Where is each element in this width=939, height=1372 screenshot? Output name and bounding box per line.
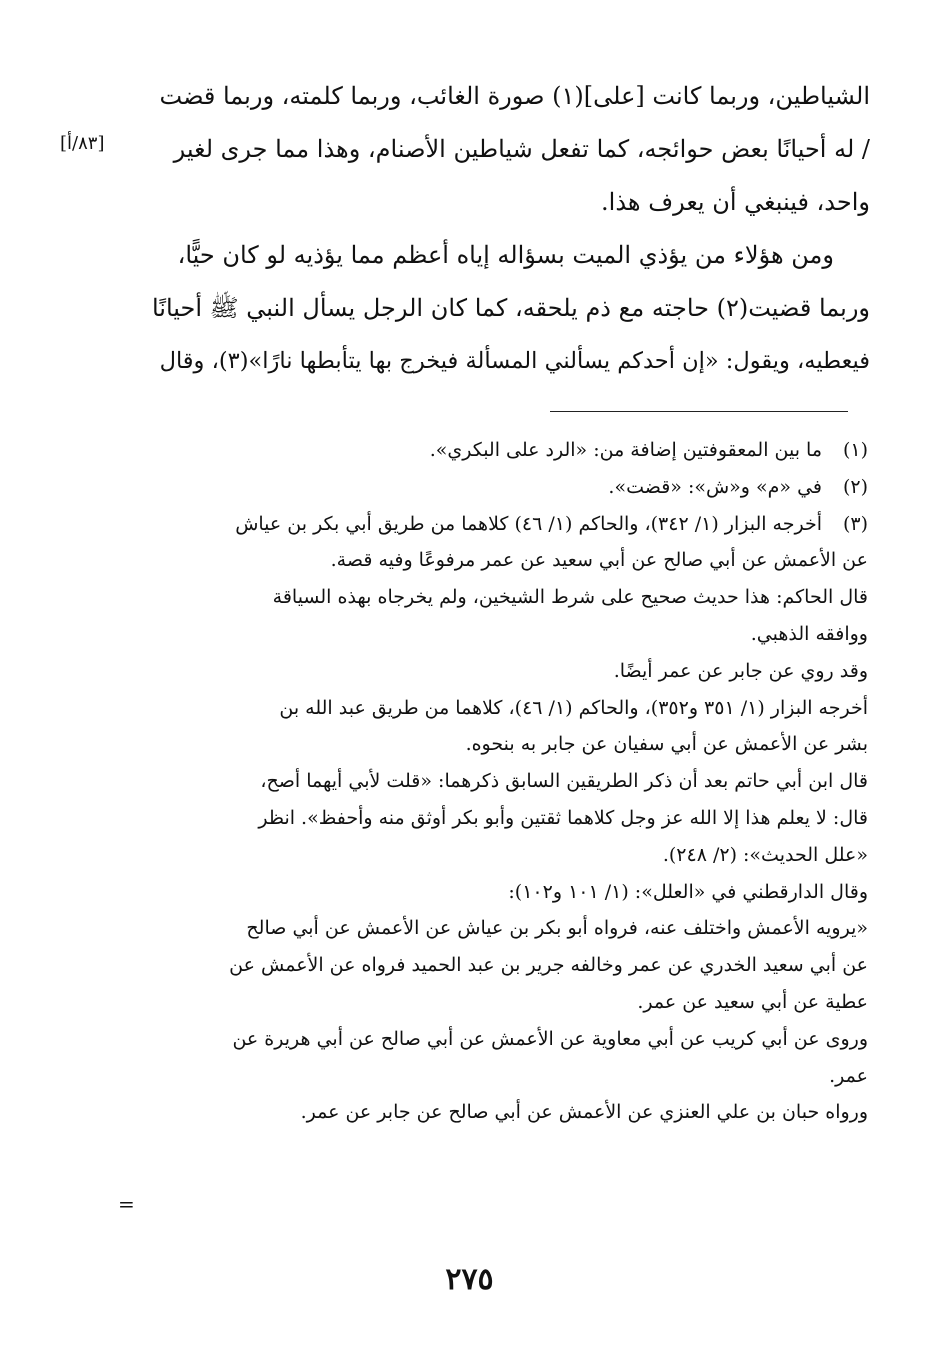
footnote-2	[148, 469, 868, 506]
footnote-line	[148, 1058, 868, 1095]
footnote-text: عطية عن أبي سعيد عن عمر.	[637, 990, 868, 1013]
footnote-text: «علل الحديث»: (٢/ ٢٤٨).	[662, 843, 868, 866]
footnote-line	[148, 653, 868, 690]
footnote-line	[148, 616, 868, 653]
footnote-line	[148, 763, 868, 800]
footnote-separator	[550, 411, 848, 412]
footnotes	[148, 432, 868, 1131]
footnote-text: أخرجه البزار (١/ ٣٤٢)، والحاكم (١/ ٤٦) كلاهما من طريق أبي بكر بن عياش	[235, 512, 822, 535]
footnote-text: وقال الدارقطني في «العلل»: (١/ ١٠١ و١٠٢):	[508, 880, 868, 903]
footnote-text: عن أبي سعيد الخدري عن عمر وخالفه جرير بن عبد الحميد فرواه عن الأعمش عن	[229, 954, 868, 977]
footnote-line	[148, 874, 868, 911]
main-text	[150, 70, 870, 388]
manuscript-folio-ref: [٨٣/أ]	[60, 133, 105, 154]
footnote-number: (٣)	[842, 512, 868, 535]
footnote-text: ورواه حبان بن علي العنزي عن الأعمش عن أبي صالح عن جابر عن عمر.	[300, 1101, 868, 1124]
footnote-line	[148, 800, 868, 837]
footnote-text: ووافقه الذهبي.	[750, 622, 868, 645]
continuation-mark: =	[118, 1192, 135, 1216]
main-line: واحد، فينبغي أن يعرف هذا.	[601, 188, 870, 216]
footnote-3	[148, 506, 868, 543]
footnote-line	[148, 542, 868, 579]
footnote-line	[148, 910, 868, 947]
footnote-text: «يرويه الأعمش واختلف عنه، فرواه أبو بكر بن عياش عن الأعمش عن أبي صالح	[246, 917, 868, 940]
footnote-text: في «م» و«ش»: «قضت».	[608, 475, 822, 498]
main-line: الشياطين، وربما كانت [على](١) صورة الغائب، وربما كلمته، وربما قضت	[159, 82, 870, 110]
footnote-text: وروى عن أبي كريب عن أبي معاوية عن الأعمش عن أبي صالح عن أبي هريرة عن	[232, 1027, 868, 1050]
footnote-text: قال: لا يعلم هذا إلا الله عز وجل كلاهما ثقتين وأبو بكر أوثق منه وأحفظ». انظر	[258, 806, 868, 829]
footnote-1	[148, 432, 868, 469]
footnote-line	[148, 1021, 868, 1058]
footnote-line	[148, 947, 868, 984]
footnote-line	[148, 726, 868, 763]
footnote-text: بشر عن الأعمش عن أبي سفيان عن جابر به بنحوه.	[465, 733, 868, 756]
footnote-line	[148, 690, 868, 727]
footnote-text: قال ابن أبي حاتم بعد أن ذكر الطريقين السابق ذكرهما: «قلت لأبي أيهما أصح،	[260, 770, 868, 793]
footnote-text: وقد روي عن جابر عن عمر أيضًا.	[613, 659, 868, 682]
footnote-line	[148, 579, 868, 616]
main-line: / له أحيانًا بعض حوائجه، كما تفعل شياطين الأصنام، وهذا مما جرى لغير	[173, 135, 870, 163]
footnote-text: ما بين المعقوفتين إضافة من: «الرد على البكري».	[429, 439, 822, 461]
footnote-text: أخرجه البزار (١/ ٣٥١ و٣٥٢)، والحاكم (١/ ٤٦)، كلاهما من طريق عبد الله بن	[279, 696, 868, 719]
footnote-text: قال الحاكم: هذا حديث صحيح على شرط الشيخين، ولم يخرجاه بهذه السياقة	[272, 586, 868, 609]
main-line: ومن هؤلاء من يؤذي الميت بسؤاله إياه أعظم مما يؤذيه لو كان حيًّا،	[177, 241, 834, 269]
footnote-line	[148, 1094, 868, 1131]
main-line: فيعطيه، ويقول: «إن أحدكم يسألني المسألة فيخرج بها يتأبطها نارًا»(٣)، وقال	[159, 348, 870, 374]
page-number: ٢٧٥	[445, 1262, 494, 1297]
footnote-number: (١)	[842, 439, 868, 461]
footnote-line	[148, 984, 868, 1021]
footnote-number: (٢)	[842, 475, 868, 498]
footnote-line	[148, 837, 868, 874]
main-line: وربما قضيت(٢) حاجته مع ذم يلحقه، كما كان الرجل يسأل النبي ﷺ أحيانًا	[151, 294, 870, 322]
footnote-text: عمر.	[829, 1064, 868, 1087]
footnote-text: عن الأعمش عن أبي صالح عن أبي سعيد عن عمر مرفوعًا وفيه قصة.	[330, 549, 868, 572]
